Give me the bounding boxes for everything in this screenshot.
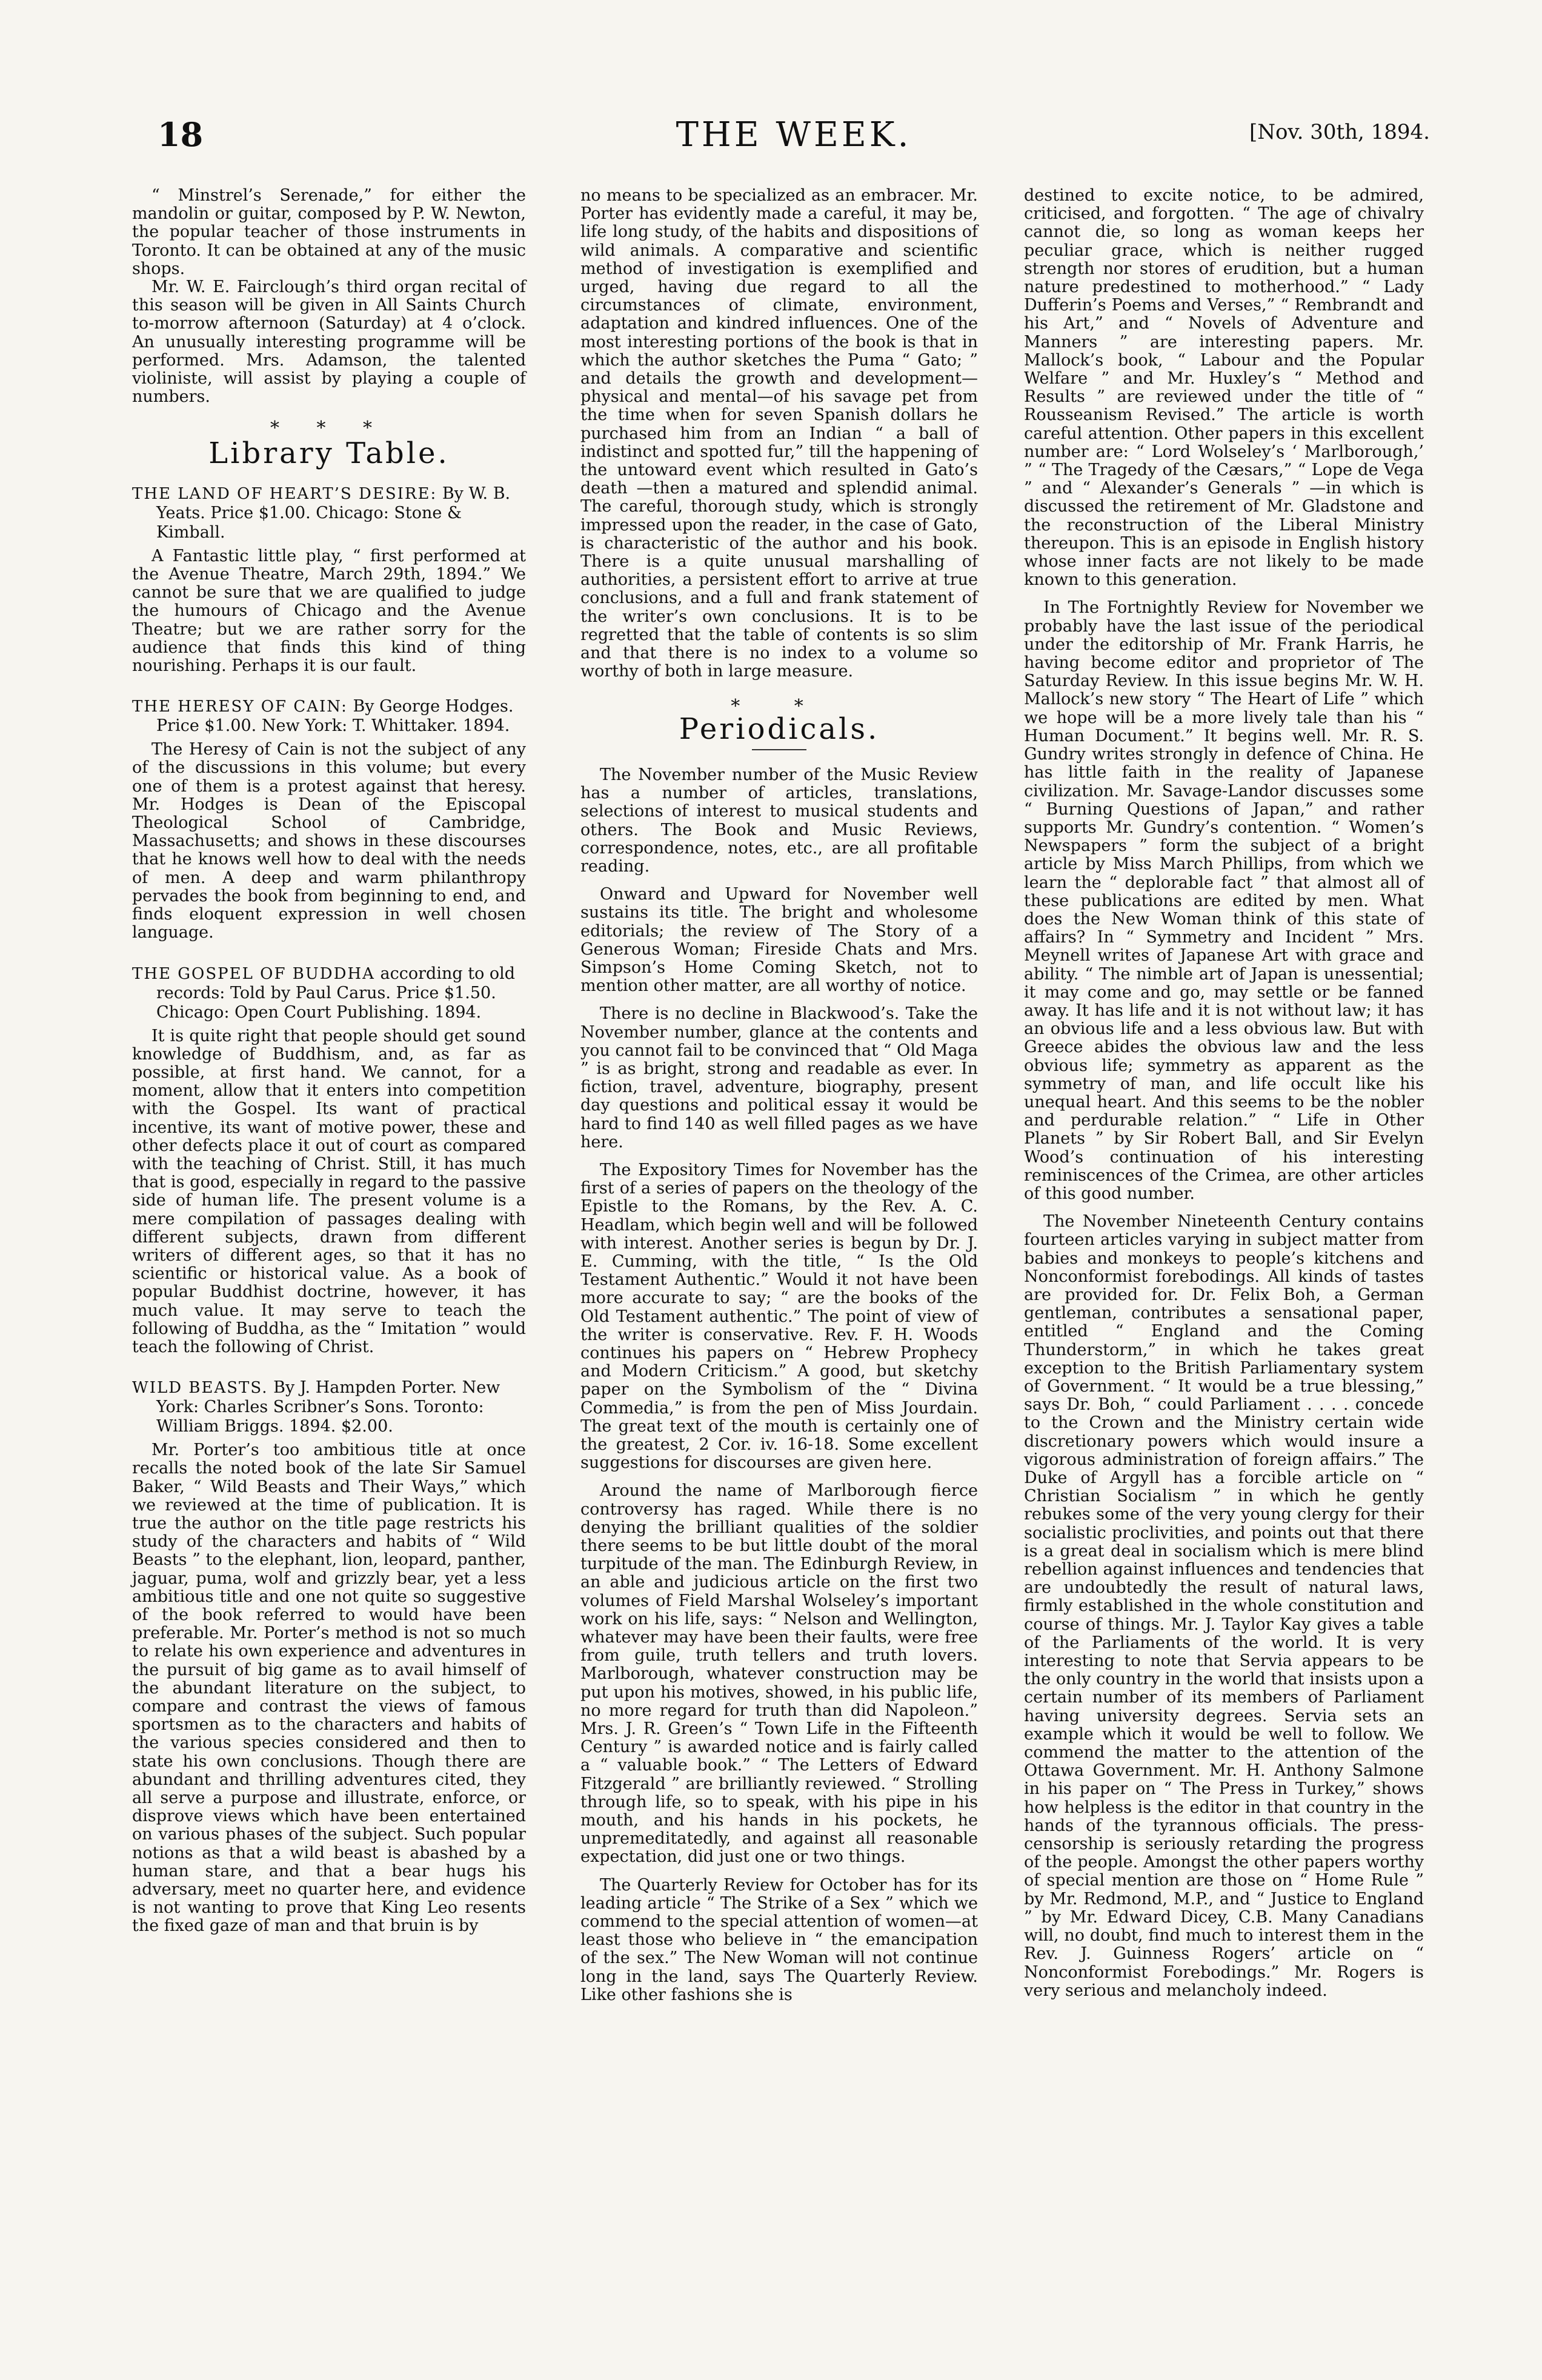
book-heading <box>132 964 526 1022</box>
paragraph-continued: destined to excite notice, to be admired, criticised, and forgotten. “ The age of chivalry cannot die, so long as woman keeps her peculiar grace, which is neither rugged strength nor stores of erudition, but a human nature predestined to motherhood.” “ Lady Dufferin’s Poems and Verses,” “ Rembrandt and his Art,” and “ Novels of Adventure and Manners ” are interesting papers. Mr. Mallock’s book, “ Labour and the Popular Welfare ” and Mr. Huxley’s “ Method and Results ” are reviewed under the title of “ Rousseanism Revised.” The article is worth careful attention. Other papers in this excellent number are: “ Lord Wolseley’s ‘ Marlborough,’ ” “ The Tragedy of the Cæsars,” “ Lope de Vega ” and “ Alexander’s Generals ” —in which is discussed the retirement of Mr. Gladstone and the reconstruction of the Liberal Ministry thereupon. This is an episode in English history whose inner facts are not likely to be made known to this generation. <box>1024 186 1424 590</box>
running-header <box>158 115 1430 158</box>
periodical-review: The November number of the Music Review has a number of articles, translations, selections of interest to musical students and others. The Book and Music Reviews, correspondence, notes, etc., are all profitable reading. <box>580 765 978 876</box>
periodical-review: The November Nineteenth Century contains fourteen articles varying in subject matter from babies and monkeys to people’s kitchens and Nonconformist forebodings. All kinds of tastes are provided for. Dr. Felix Boh, a German gentleman, contributes a sensational paper, entitled “ England and the Coming Thunderstorm,” in which he takes great exception to the British Parliamentary system of Government. “ It would be a true blessing,” says Dr. Boh, “ could Parliament . . . . concede to the Crown and the Ministry certain wide discretionary powers which would insure a vigorous administration of foreign affairs.” The Duke of Argyll has a forcible article on “ Christian Socialism ” in which he gently rebukes some of the very young clergy for their socialistic proclivities, and points out that there is a great deal in socialism which is mere blind rebellion against influences and tendencies that are undoubtedly the result of natural laws, firmly established in the whole constitution and course of things. Mr. J. Taylor Kay gives a table of the Parliaments of the world. It is very interesting to note that Servia appears to be the only country in the world that insists upon a certain number of its members of Parliament having university degrees. Servia sets an example which it would be well to follow. We commend the matter to the attention of the Ottawa Government. Mr. H. Anthony Salmone in his paper on “ The Press in Turkey,” shows how helpless is the editor in that country in the hands of the tyrannous officials. The press-censorship is seriously retarding the progress of the people. Amongst the other papers worthy of special mention are those on “ Home Rule ” by Mr. Redmond, M.P., and “ Justice to England ” by Mr. Edward Dicey, C.B. Many Canadians will, no doubt, find much to interest them in the Rev. J. Guinness Rogers’ article on “ Nonconformist Forebodings.” Mr. Rogers is very serious and melancholy indeed. <box>1024 1212 1424 2000</box>
issue-date: [Nov. 30th, 1894. <box>1249 120 1430 144</box>
book-details: By J. Hampden Porter. New York: Charles Scribner’s Sons. Toronto: William Briggs. 1894. $2.00. <box>156 1378 500 1436</box>
column-2 <box>580 187 978 2004</box>
paragraph-continued: no means to be specialized as an embracer. Mr. Porter has evidently made a careful, it may be, life long study, of the habits and dispositions of wild animals. A comparative and scientific method of investigation is exemplified and urged, having due regard to all the circumstances of climate, environment, adaptation and kindred influences. One of the most interesting portions of the book is that in which the author sketches the Puma “ Gato; ” and details the growth and development—physical and mental—of his savage pet from the time when for seven Spanish dollars he purchased him from an Indian “ a ball of indistinct and spotted fur,” till the happening of the untoward event which resulted in Gato’s death —then a matured and splendid animal. The careful, thorough study, which is strongly impressed upon the reader, in the case of Gato, is characteristic of the author and his book. There is a quite unusual marshalling of authorities, a persistent effort to arrive at true conclusions, and a full and frank statement of the writer’s own conclusions. It is to be regretted that the table of contents is so slim and that there is no index to a volume so worthy of both in large measure. <box>580 186 978 681</box>
book-title: THE HERESY OF CAIN: <box>132 698 348 716</box>
book-review-text: The Heresy of Cain is not the subject of any of the discussions in this volume; but every one of them is a protest against that heresy. Mr. Hodges is Dean of the Episcopal Theological School of Cambridge, Massachusetts; and shows in these discourses that he knows well how to deal with the needs of men. A deep and warm philanthropy pervades the book from beginning to end, and finds eloquent expression in well chosen language. <box>132 740 526 942</box>
book-heading <box>132 1378 526 1436</box>
column-3 <box>1024 187 1424 2000</box>
heading-rule <box>752 749 806 750</box>
book-details: By George Hodges. Price $1.00. New York: T. Whittaker. 1894. <box>156 697 514 736</box>
section-heading-library-table: Library Table. <box>208 436 450 470</box>
column-1 <box>132 187 526 1936</box>
book-heading <box>132 697 526 736</box>
book-heading <box>132 484 526 542</box>
section-heading-periodicals: Periodicals. <box>679 712 880 746</box>
masthead-title: THE WEEK. <box>676 115 912 155</box>
book-details: By W. B. Yeats. Price $1.00. Chicago: Stone & Kimball. <box>156 484 511 542</box>
paragraph: Mr. W. E. Fairclough’s third organ recital of this season will be given in All Saints Church to-morrow afternoon (Saturday) at 4 o’clock. An unusually interesting programme will be performed. Mrs. Adamson, the talented violiniste, will assist by playing a couple of numbers. <box>132 278 526 407</box>
page-number: 18 <box>158 115 204 154</box>
book-review-text: Mr. Porter’s too ambitious title at once recalls the noted book of the late Sir Samuel Baker, “ Wild Beasts and Their Ways,” which we reviewed at the time of publication. It is true the author on the title page restricts his study of the characters and habits of “ Wild Beasts ” to the elephant, lion, leopard, panther, jaguar, puma, wolf and grizzly bear, yet a less ambitious title and one not quite so suggestive of the book referred to would have been preferable. Mr. Porter’s method is not so much to relate his own experience and adventures in the pursuit of big game as to avail himself of the abundant literature on the subject, to compare and contrast the views of famous sportsmen as to the characters and habits of the various species considered and then to state his own conclusions. Though there are abundant and thrilling adventures cited, they all serve a purpose and illustrate, enforce, or disprove views which have been entertained on various phases of the subject. Such popular notions as that a wild beast is abashed by a human stare, and that a bear hugs his adversary, meet no quarter here, and evidence is not wanting to prove that King Leo resents the fixed gaze of man and that bruin is by <box>132 1441 526 1936</box>
book-title: WILD BEASTS. <box>132 1379 268 1398</box>
section-divider-stars: * * * <box>270 418 388 439</box>
book-review-text: A Fantastic little play, “ first performed at the Avenue Theatre, March 29th, 1894.” We cannot be sure that we are qualified to judge the humours of Chicago and the Avenue Theatre; but we are rather sorry for the audience that finds this kind of thing nourishing. Perhaps it is our fault. <box>132 546 526 676</box>
periodical-review: Onward and Upward for November well sustains its title. The bright and wholesome editorials; the review of The Story of a Generous Woman; Fireside Chats and Mrs. Simpson’s Home Coming Sketch, not to mention other matter, are all worthy of notice. <box>580 885 978 996</box>
book-title: THE LAND OF HEART’S DESIRE: <box>132 484 437 503</box>
periodical-review: The Quarterly Review for October has for its leading article “ The Strike of a Sex ” which we commend to the special attention of women—at least those who believe in “ the emancipation of the sex.” The New Woman will not continue long in the land, says The Quarterly Review. Like other fashions she is <box>580 1875 978 2004</box>
periodical-review: Around the name of Marlborough fierce controversy has raged. While there is no denying the brilliant qualities of the soldier there seems to be but little doubt of the moral turpitude of the man. The Edinburgh Review, in an able and judicious article on the first two volumes of Field Marshal Wolseley’s important work on his life, says: “ Nelson and Wellington, whatever may have been their faults, were free from guile, truth tellers and truth lovers. Marlborough, whatever construction may be put upon his motives, showed, in his public life, no more regard for truth than did Napoleon.” Mrs. J. R. Green’s “ Town Life in the Fifteenth Century ” is awarded notice and is fairly called a “ valuable book.” “ The Letters of Edward Fitzgerald ” are brilliantly reviewed. “ Strolling through life, so to speak, with his pipe in his mouth, and his hands in his pockets, he unpremeditatedly, and against all reasonable expectation, did just one or two things. <box>580 1481 978 1867</box>
periodical-review: In The Fortnightly Review for November we probably have the last issue of the periodical under the editorship of Mr. Frank Harris, he having become editor and proprietor of The Saturday Review. In this issue begins Mr. W. H. Mallock’s new story “ The Heart of Life ” which we hope will be a more lively tale than his “ Human Document.” It begins well. Mr. R. S. Gundry writes strongly in defence of China. He has little faith in the reality of Japanese civilization. Mr. Savage-Landor discusses some “ Burning Questions of Japan,” and rather supports Mr. Gundry’s contention. “ Women’s Newspapers ” form the subject of a bright article by Miss March Phillips, from which we learn the “ deplorable fact ” that almost all of these publications are edited by men. What does the New Woman think of this state of affairs? In “ Symmetry and Incident ” Mrs. Meynell writes of Japanese Art with grace and ability. “ The nimble art of Japan is unessential; it may come and go, may settle or be fanned away. It has life and it is not without law; it has an obvious life and a less obvious law. But with Greece abides the obvious law and the less obvious life; symmetry as apparent as the symmetry of man, and life occult like his unequal heart. And this seems to be the nobler and perdurable relation.” “ Life in Other Planets ” by Sir Robert Ball, and Sir Evelyn Wood’s continuation of his interesting reminiscences of the Crimea, are other articles of this good number. <box>1024 598 1424 1203</box>
section-divider-stars: * * <box>731 696 828 718</box>
book-review-text: It is quite right that people should get sound knowledge of Buddhism, and, as far as possible, at first hand. We cannot, for a moment, allow that it enters into competition with the Gospel. Its want of practical incentive, its want of motive power, these and other defects place it out of court as compared with the teaching of Christ. Still, it has much that is good, especially in regard to the passive side of human life. The present volume is a mere compilation of passages dealing with different subjects, drawn from different writers of different ages, so that it has no scientific or historical value. As a book of popular Buddhist doctrine, however, it has much value. It may serve to teach the following of Buddha, as the “ Imitation ” would teach the following of Christ. <box>132 1026 526 1356</box>
paragraph: “ Minstrel’s Serenade,” for either the mandolin or guitar, composed by P. W. Newton, the popular teacher of those instruments in Toronto. It can be obtained at any of the music shops. <box>132 186 526 278</box>
periodical-review: There is no decline in Blackwood’s. Take the November number, glance at the contents and you cannot fail to be convinced that “ Old Maga ” is as bright, strong and readable as ever. In fiction, travel, adventure, biography, present day questions and political essay it would be hard to find 140 as well filled pages as we have here. <box>580 1004 978 1152</box>
book-details: according to old records: Told by Paul Carus. Price $1.50. Chicago: Open Court Publishing. 1894. <box>156 964 516 1022</box>
book-title: THE GOSPEL OF BUDDHA <box>132 964 375 983</box>
periodical-review: The Expository Times for November has the first of a series of papers on the theology of the Epistle to the Romans, by the Rev. A. C. Headlam, which begin well and will be followed with interest. Another series is begun by Dr. J. E. Cumming, with the title, “ Is the Old Testament Authentic.” Would it not have been more accurate to say; “ are the books of the Old Testament authentic.” The point of view of the writer is conservative. Rev. F. H. Woods continues his papers on “ Hebrew Prophecy and Modern Criticism.” A good, but sketchy paper on the Symbolism of the “ Divina Commedia,” is from the pen of Miss Jourdain. The great text of the mouth is certainly one of the greatest, 2 Cor. iv. 16-18. Some excellent suggestions for discourses are given here. <box>580 1160 978 1473</box>
